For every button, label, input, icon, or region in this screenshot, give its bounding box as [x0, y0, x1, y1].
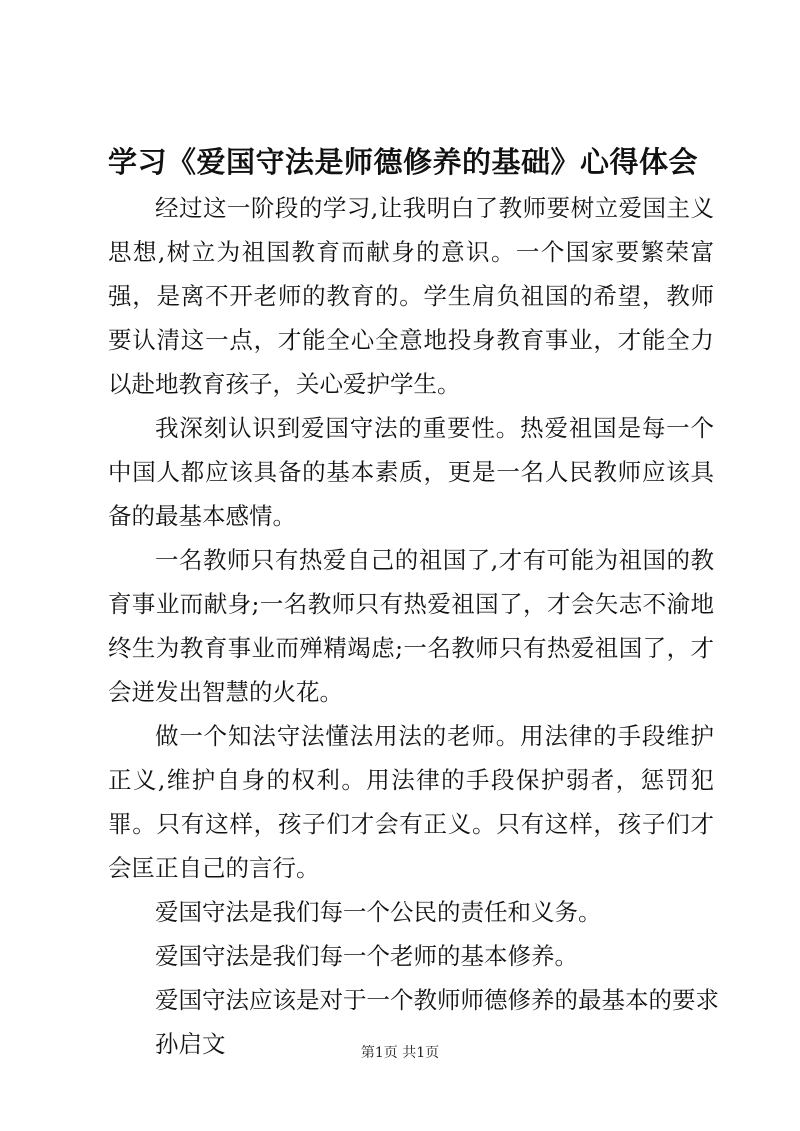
page-footer: 第1页 共1页	[360, 1045, 440, 1061]
statement-line: 爱国守法应该是对于一个教师师德修养的最基本的要求	[155, 986, 719, 1014]
statement-line: 爱国守法是我们每一个公民的责任和义务。	[155, 898, 602, 926]
paragraph: 做一个知法守法懂法用法的老师。用法律的手段维护正义,维护自身的权利。用法律的手段保护弱者，惩罚犯罪。只有这样，孩子们才会有正义。只有这样，孩子们才会匡正自己的言行。	[108, 722, 714, 882]
statement-line: 爱国守法是我们每一个老师的基本修养。	[155, 942, 578, 970]
document-body	[108, 186, 719, 1066]
paragraph: 经过这一阶段的学习,让我明白了教师要树立爱国主义思想,树立为祖国教育而献身的意识。一个国家要繁荣富强，是离不开老师的教育的。学生肩负祖国的希望，教师要认清这一点，才能全心全意地投身教育事业，才能全力以赴地教育孩子，关心爱护学生。	[108, 194, 714, 398]
document-title: 学习《爱国守法是师德修养的基础》心得体会	[108, 145, 699, 179]
author-name: 孙启文	[155, 1030, 226, 1058]
paragraph: 我深刻认识到爱国守法的重要性。热爱祖国是每一个中国人都应该具备的基本素质，更是一名人民教师应该具备的最基本感情。	[108, 414, 714, 530]
paragraph: 一名教师只有热爱自己的祖国了,才有可能为祖国的教育事业而献身;一名教师只有热爱祖国了，才会矢志不渝地终生为教育事业而殚精竭虑;一名教师只有热爱祖国了，才会迸发出智慧的火花。	[108, 546, 714, 706]
